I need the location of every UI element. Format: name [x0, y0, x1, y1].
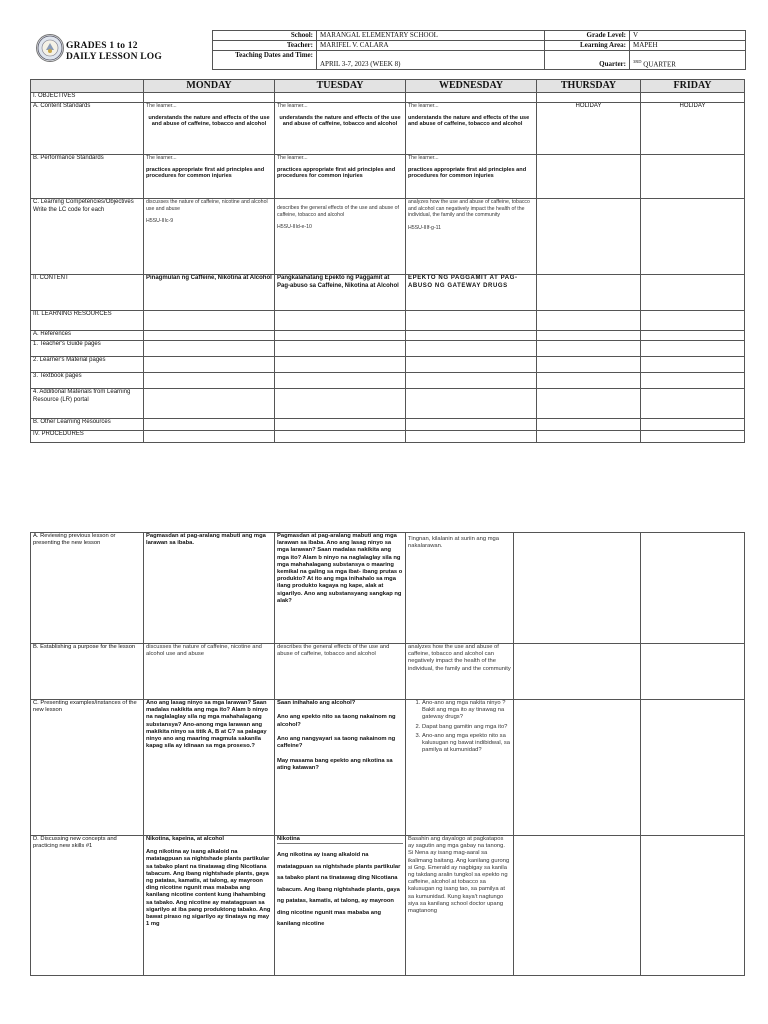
corner-cell	[31, 80, 144, 93]
content-tuesday: Pangkalahatang Epekto ng Paggamit at Pag-abuso sa Caffeine, Nikotina at Alcohol	[275, 275, 406, 311]
discussing-tuesday-title: Nikotina	[277, 836, 403, 844]
competency-text: describes the general effects of the use and abuse of caffeine, tobacco and alcohol	[277, 205, 399, 218]
competencies-monday	[144, 199, 275, 275]
title-line-1: GRADES 1 to 12	[66, 41, 138, 51]
presenting-q2: Ano ang epekto nito sa taong nakainom ng alcohol?	[277, 714, 396, 728]
objectives-label: I. OBJECTIVES	[31, 93, 144, 103]
textbook-pages-label: 3. Textbook pages	[31, 373, 144, 389]
content-label: II. CONTENT	[31, 275, 144, 311]
teacher-label: Teacher:	[213, 41, 317, 51]
deped-seal-logo	[36, 34, 64, 62]
grade-label: Grade Level:	[545, 31, 630, 41]
school-value: MARANGAL ELEMENTARY SCHOOL	[317, 31, 545, 41]
discussing-tuesday-text: Ang nikotina ay isang alkaloid na matatagpuan sa nightshade plants partikular sa tabako plant na tinatawag ding Nicotiana tabacum. Ang ibang nightshade plants, gaya ng patatas, kamatis, at talong, ay mayroon ding nicotine ngunit mas mababa ang kanilang nicotine	[277, 852, 401, 928]
dll-table-page-1	[30, 79, 745, 443]
teacher-value: MARIFEL V. CALARA	[317, 41, 545, 51]
reviewing-tuesday: Pagmasdan at pag-aralang mabuti ang mga larawan sa ibaba. Ano ang lasag ninyo sa mga larawan? Saan madalas nakikita ang mga ito? Alam b ninyo na naglalaglay sila ng mga mahahalagang substansya o maaring kemikal na galing sa mga ibat- ibang prutas o produkto? At ito ang mga inihahalo sa mga ilang produkto kagaya ng kape, alak at sigarilyo. Ano ang substansyang sangkap ng alak?	[275, 533, 406, 644]
learner-prefix: The learner...	[146, 103, 177, 109]
guide-question-list	[408, 700, 511, 754]
holiday-thursday: HOLIDAY	[537, 103, 641, 155]
content-standards-monday	[144, 103, 275, 155]
discussing-wednesday: Basahin ang dayalogo at pagkatapos ay sagutin ang mga gabay na tanong. Si Nena ay isang mag-aaral sa ikalimang baitang. Ang kanilang gurong si Gng. Emerald ay nagbigay sa kanila ng takdang aralin tungkol sa epekto ng caffeine, alcohol at tobacco sa kalusugan ng isang tao, sa pamilya at sa kumunidad. Kung kaya't nagtungo siya sa kanilang school doctor upang magtanong	[406, 836, 514, 976]
reviewing-monday: Pagmasdan at pag-aralang mabuti ang mga larawan sa ibaba.	[144, 533, 275, 644]
reviewing-label: A. Reviewing previous lesson or presenting the new lesson	[31, 533, 144, 644]
establishing-monday: discusses the nature of caffeine, nicotine and alcohol use and abuse	[144, 644, 275, 700]
quarter-text: QUARTER	[643, 60, 676, 68]
performance-standards-wednesday	[406, 155, 537, 199]
learner-prefix: The learner...	[408, 103, 439, 109]
quarter-value	[630, 51, 746, 70]
learner-prefix: The learner...	[277, 155, 308, 161]
presenting-q3: Ano ang nangyayari sa taong nakainom ng caffeine?	[277, 736, 396, 750]
content-standard-text: understands the nature and effects of the use and abuse of caffeine, tobacco and alcohol	[279, 114, 401, 128]
content-standard-text: understands the nature and effects of the use and abuse of caffeine, tobacco and alcohol	[408, 114, 530, 128]
discussing-monday-text: Ang nikotina ay isang alkaloid na matatagpuan sa nightshade plants partikular sa tabako plant na tinatawag ding Nicotiana tabacum. Ang ibang nightshade plants, gaya ng patatas, kamatis, at talong, ay mayroon ding nicotine ngunit mas mababa ang kanilang nicotine content kung ihahambing sa tabako. Ang nicotine ay matatagpuan sa sigarilyo at iba pang produktong tabako. Ang bawat piraso ng sigarilyo ay tinataya ng may 1 mg	[146, 849, 271, 928]
learner-prefix: The learner...	[277, 103, 308, 109]
content-standard-text: understands the nature and effects of the use and abuse of caffeine, tobacco and alcohol	[148, 114, 270, 128]
establishing-wednesday: analyzes how the use and abuse of caffeine, tobacco and alcohol can negatively impact the health of the individual, the family and the community	[406, 644, 514, 700]
guide-question: 1. Ano-ano ang mga nakita ninyo ? Bakit ang mga ito ay tinawag na gateway drugs?	[422, 700, 511, 722]
competencies-tuesday	[275, 199, 406, 275]
other-resources-label: B. Other Learning Resources	[31, 419, 144, 431]
performance-standards-tuesday	[275, 155, 406, 199]
establishing-tuesday: describes the general effects of the use and abuse of caffeine, tobacco and alcohol	[275, 644, 406, 700]
area-label: Learning Area:	[545, 41, 630, 51]
presenting-q4: May masama bang epekto ang nikotina sa ating katawan?	[277, 757, 393, 771]
day-header-thursday: THURSDAY	[537, 80, 641, 93]
learners-material-label: 2. Learner's Material pages	[31, 357, 144, 373]
content-standards-tuesday	[275, 103, 406, 155]
header-info-table	[212, 30, 746, 70]
reviewing-wednesday	[406, 533, 514, 644]
performance-standard-text: practices appropriate first aid principles and procedures for common injuries	[146, 166, 265, 180]
competencies-label: C. Learning Competencies/Objectives Write the LC code for each	[31, 199, 144, 275]
performance-standards-label: B. Performance Standards	[31, 155, 144, 199]
additional-materials-label: 4. Additional Materials from Learning Resource (LR) portal	[31, 389, 144, 419]
establishing-label: B. Establishing a purpose for the lesson	[31, 644, 144, 700]
competency-code: H5SU-IIIf-g-11	[408, 224, 442, 231]
performance-standards-monday	[144, 155, 275, 199]
title-line-2: DAILY LESSON LOG	[66, 52, 162, 62]
presenting-label: C. Presenting examples/instances of the new lesson	[31, 700, 144, 836]
content-standards-wednesday	[406, 103, 537, 155]
presenting-q1: Saan inihahalo ang alcohol?	[277, 700, 356, 706]
discussing-monday	[144, 836, 275, 976]
dates-label: Teaching Dates and Time:	[213, 51, 317, 70]
competency-code: H5SU-IIId-e-10	[277, 224, 312, 230]
dll-table-page-2	[30, 532, 745, 976]
competencies-wednesday	[406, 199, 537, 275]
quarter-label: Quarter:	[545, 51, 630, 70]
school-label: School:	[213, 31, 317, 41]
dates-value: APRIL 3-7, 2023 (WEEK 8)	[317, 51, 545, 70]
learner-prefix: The learner...	[146, 155, 177, 161]
day-header-wednesday: WEDNESDAY	[406, 80, 537, 93]
learning-resources-label: III. LEARNING RESOURCES	[31, 311, 144, 331]
area-value: MAPEH	[630, 41, 746, 51]
grade-value: V	[630, 31, 746, 41]
quarter-ordinal: 3RD	[633, 58, 642, 64]
competency-code: H5SU-IIIc-9	[146, 218, 174, 224]
presenting-tuesday	[275, 700, 406, 836]
procedures-label: IV. PROCEDURES	[31, 431, 144, 443]
performance-standard-text: practices appropriate first aid principles and procedures for common injuries	[277, 166, 396, 180]
learner-prefix: The learner...	[408, 155, 439, 161]
competency-text: analyzes how the use and abuse of caffeine, tobacco and alcohol can negatively impact the health of the individual, the family and the community	[408, 199, 530, 218]
day-header-tuesday: TUESDAY	[275, 80, 406, 93]
content-monday: Pinagmulan ng Caffeine, Nikotina at Alcohol	[144, 275, 275, 311]
guide-question: 2. Dapat bang gamitin ang mga ito?	[422, 724, 511, 731]
guide-question: 3. Ano-ano ang mga epekto nito sa kalusugan ng bawat indibidwal, sa pamilya at kumunidad?	[422, 733, 511, 755]
presenting-monday: Ano ang lasag ninyo sa mga larawan? Saan madalas nakikita ang mga ito? Alam b ninyo na naglalaglay sila ng mga mahahalagang substansya? Ano-anong mga larawan ang makikita ninyo sa titik A, B at C? sa palagay ninyo ano ang maaring magmula sakanila kapag sila ay idinaan sa mga proseso.?	[144, 700, 275, 836]
discussing-label: D. Discussing new concepts and practicing new skills #1	[31, 836, 144, 976]
seal-icon	[37, 35, 63, 61]
teachers-guide-label: 1. Teacher's Guide pages	[31, 341, 144, 357]
day-header-friday: FRIDAY	[641, 80, 745, 93]
competency-text: discusses the nature of caffeine, nicotine and alcohol use and abuse	[146, 199, 268, 212]
content-wednesday: EPEKTO NG PAGGAMIT AT PAG-ABUSO NG GATEWAY DRUGS	[406, 275, 537, 311]
references-label: A. References	[31, 331, 144, 341]
discussing-tuesday	[275, 836, 406, 976]
performance-standard-text: practices appropriate first aid principles and procedures for common injuries	[408, 166, 527, 180]
holiday-friday: HOLIDAY	[641, 103, 745, 155]
presenting-wednesday	[406, 700, 514, 836]
reviewing-wednesday-text: Tingnan, kilalanin at suriin ang mga nakalarawan.	[408, 536, 499, 550]
discussing-monday-title: Nikotina, kapeina, at alcohol	[146, 836, 224, 842]
content-standards-label: A. Content Standards	[31, 103, 144, 155]
day-header-monday: MONDAY	[144, 80, 275, 93]
